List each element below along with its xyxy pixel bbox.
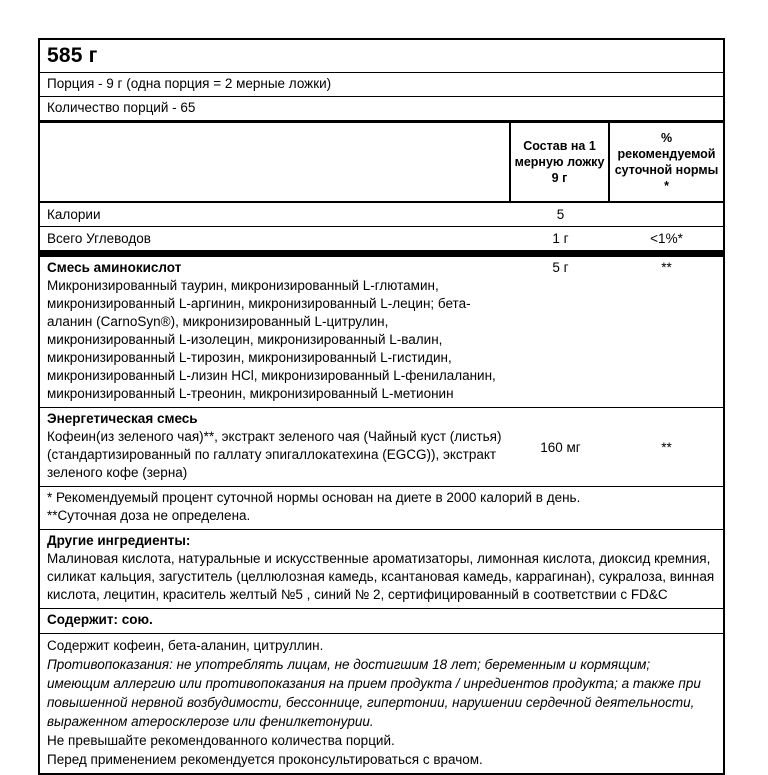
table-row-calories bbox=[40, 203, 723, 227]
energy-blend-block bbox=[40, 408, 723, 487]
warning-contains-stimulants: Содержит кофеин, бета-аланин, цитруллин. bbox=[47, 638, 324, 653]
energy-blend-title: Энергетическая смесь bbox=[47, 411, 198, 426]
column-header-name bbox=[40, 123, 511, 201]
warnings-block bbox=[40, 634, 723, 773]
energy-blend-text bbox=[40, 408, 511, 486]
energy-blend-ingredients: Кофеин(из зеленого чая)**, экстракт зеленого чая (Чайный куст (листья) (стандартизированный по галлату эпигаллокатехина (EGCG)), экстракт зеленого кофе (зерна) bbox=[47, 429, 502, 480]
footnotes-block bbox=[40, 487, 723, 530]
warning-contraindications: Противопоказания: не употреблять лицам, не достигшим 18 лет; беременным и кормящим; имеющим аллергию или противопоказания на прием продукта / инредиентов продукта; а также при повышенной нервной возбудимости, бессоннице, гипертонии, нарушении сердечной деятельности, выраженном атеросклерозе или фенилкетонурии. bbox=[47, 657, 701, 729]
nutrient-name: Всего Углеводов bbox=[47, 231, 151, 246]
allergen-contains-block bbox=[40, 609, 723, 634]
other-ingredients-title: Другие ингредиенты: bbox=[47, 533, 191, 548]
warning-do-not-exceed: Не превышайте рекомендованного количества порций. bbox=[47, 733, 395, 748]
warning-consult-doctor: Перед применением рекомендуется проконсультироваться с врачом. bbox=[47, 752, 483, 767]
amino-acid-blend-text bbox=[40, 257, 511, 407]
section-divider-bar bbox=[40, 250, 723, 257]
nutrient-name: Калории bbox=[47, 207, 101, 222]
net-weight-row bbox=[40, 40, 723, 73]
nutrient-amount: 5 bbox=[556, 207, 565, 222]
energy-blend-amount: 160 мг bbox=[540, 439, 581, 455]
allergen-contains-text: Содержит: сою. bbox=[47, 612, 153, 627]
footnote-daily-value: * Рекомендуемый процент суточной нормы основан на диете в 2000 калорий в день. bbox=[47, 490, 581, 505]
net-weight-value: 585 г bbox=[47, 44, 98, 67]
nutrition-facts-panel bbox=[38, 38, 725, 775]
servings-per-container-row: Количество порций - 65 bbox=[40, 97, 723, 123]
column-header-band bbox=[40, 123, 723, 203]
energy-blend-daily-value: ** bbox=[661, 439, 672, 455]
table-row-total-carbohydrates bbox=[40, 227, 723, 250]
column-header-daily-value: % рекомендуемой суточной нормы * bbox=[614, 131, 719, 193]
column-header-amount: Состав на 1 мерную ложку 9 г bbox=[511, 123, 610, 201]
amino-acid-blend-title: Смесь аминокислот bbox=[47, 260, 182, 275]
amino-acid-blend-daily-value: ** bbox=[661, 260, 672, 275]
amino-acid-blend-block bbox=[40, 257, 723, 408]
other-ingredients-block bbox=[40, 530, 723, 609]
nutrient-daily-value: <1%* bbox=[650, 231, 683, 246]
amino-acid-blend-amount: 5 г bbox=[552, 260, 569, 275]
nutrient-amount: 1 г bbox=[552, 231, 569, 246]
footnote-no-dv-established: **Суточная доза не определена. bbox=[47, 508, 251, 523]
serving-size-row: Порция - 9 г (одна порция = 2 мерные ложки) bbox=[40, 73, 723, 97]
amino-acid-blend-ingredients: Микронизированный таурин, микронизированный L-глютамин, микронизированный L-аргинин, микронизированный L-лецин; бета-аланин (CarnoSyn®), микронизированный L-цитрулин, микронизированный L-изолецин, микронизированный L-валин, микронизированный L-тирозин, микронизированный L-гистидин, микронизированный L-лизин HCl, микронизированный L-фенилаланин, микронизированный L-треонин, микронизированный L-метионин bbox=[47, 278, 496, 401]
other-ingredients-body: Малиновая кислота, натуральные и искусственные ароматизаторы, лимонная кислота, диоксид кремния, силикат кальция, загуститель (целлюлозная камедь, ксантановая камедь, каррагинан), сукралоза, винная кислота, лецитин, краситель желтый №5 , синий № 2, сертифицированный в соответствии с FD&C bbox=[47, 551, 715, 602]
nutrient-daily-value bbox=[610, 203, 723, 226]
